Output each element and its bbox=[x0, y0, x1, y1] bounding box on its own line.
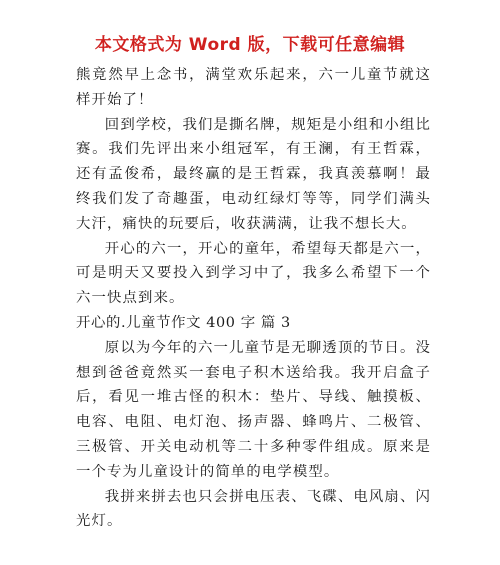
essay-heading: 开心的.儿童节作文 400 字 篇 3 bbox=[76, 314, 291, 331]
paragraph-assembly: 我拼来拼去也只会拼电压表、飞碟、电风扇、闪光灯。 bbox=[76, 488, 431, 530]
paragraph-happy-childhood: 开心的六一，开心的童年，希望每天都是六一，可是明天又要投入到学习中了，我多么希望下一个六一快点到来。 bbox=[76, 240, 431, 307]
article-body bbox=[76, 63, 431, 534]
paragraph-electronic-blocks: 原以为今年的六一儿童节是无聊透顶的节日。没想到爸爸竟然买一套电子积木送给我。我开启盒子后，看见一堆古怪的积木：垫片、导线、触摸板、电容、电阻、电灯泡、扬声器、蜂鸣片、二极管、三极管、开关电动机等二十多种零件组成。原来是一个专为儿童设计的简单的电学模型。 bbox=[76, 339, 431, 480]
format-notice-banner: 本文格式为 Word 版，下载可任意编辑 bbox=[94, 35, 406, 55]
paragraph-opening: 熊竟然早上念书，满堂欢乐起来，六一儿童节就这样开始了！ bbox=[76, 67, 431, 108]
paragraph-school-game: 回到学校，我们是撕名牌，规矩是小组和小组比赛。我们先评出来小组冠军，有王澜，有王哲霖，还有孟俊希，最终赢的是王哲霖，我真羡慕啊！最终我们发了奇趣蛋，电动红绿灯等等，同学们满头大汗，痛快的玩要后，收获满满，让我不想长大。 bbox=[76, 116, 431, 232]
